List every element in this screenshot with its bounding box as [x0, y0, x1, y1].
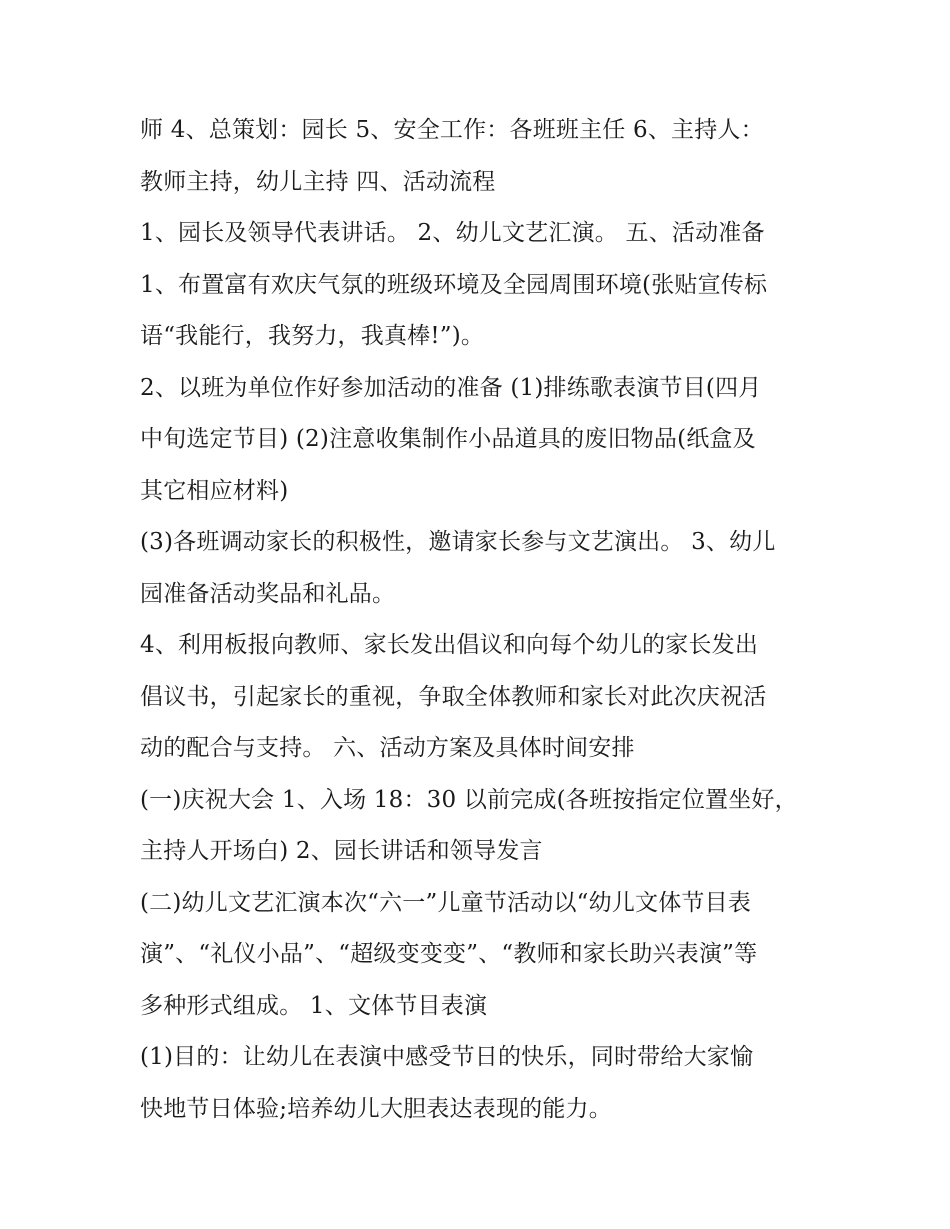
text-line: 中旬选定节目) (2)注意收集制作小品道具的废旧物品(纸盒及	[140, 426, 756, 452]
text-line: 教师主持，幼儿主持 四、活动流程	[140, 168, 496, 195]
text-line: 师 4、总策划：园长 5、安全工作：各班班主任 6、主持人：	[140, 117, 764, 143]
text-line: 倡议书，引起家长的重视，争取全体教师和家长对此次庆祝活	[140, 683, 767, 710]
text-line: 园准备活动奖品和礼品。	[140, 580, 396, 607]
text-line: 演”、“礼仪小品”、“超级变变变”、“教师和家长助兴表演”等	[140, 941, 758, 967]
text-line: 1、园长及领导代表讲话。 2、幼儿文艺汇演。 五、活动准备	[140, 220, 765, 246]
text-line: 多种形式组成。 1、文体节目表演	[140, 992, 488, 1019]
text-line: 主持人开场白) 2、园长讲话和领导发言	[140, 838, 543, 864]
text-line: 动的配合与支持。 六、活动方案及具体时间安排	[140, 735, 635, 761]
text-line: 语“我能行，我努力，我真棒!”)。	[140, 323, 485, 349]
text-line: 2、以班为单位作好参加活动的准备 (1)排练歌表演节目(四月	[140, 374, 762, 401]
text-line: (3)各班调动家长的积极性，邀请家长参与文艺演出。 3、幼儿	[140, 529, 776, 555]
text-line: 4、利用板报向教师、家长发出倡议和向每个幼儿的家长发出	[140, 632, 759, 658]
text-line: 快地节日体验;培养幼儿大胆表达表现的能力。	[140, 1095, 612, 1122]
text-line: (一)庆祝大会 1、入场 18：30 以前完成(各班按指定位置坐好，	[140, 786, 798, 813]
text-line: 1、布置富有欢庆气氛的班级环境及全园周围环境(张贴宣传标	[140, 271, 768, 298]
text-line: (1)目的：让幼儿在表演中感受节日的快乐，同时带给大家愉	[140, 1044, 754, 1070]
text-line: (二)幼儿文艺汇演本次“六一”儿童节活动以“幼儿文体节目表	[140, 889, 752, 916]
text-line: 其它相应材料)	[140, 477, 289, 504]
document-body	[140, 105, 820, 1135]
